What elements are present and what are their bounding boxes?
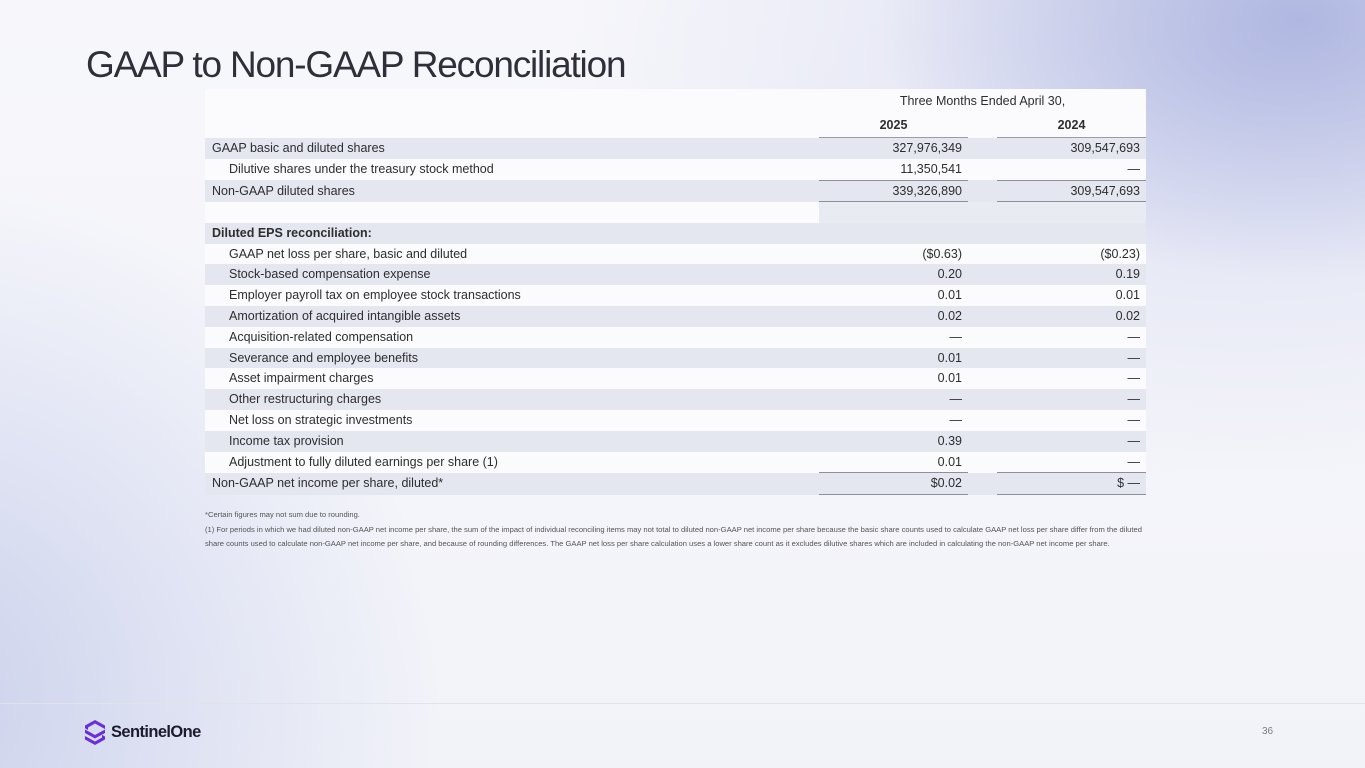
year-header-row	[205, 113, 1146, 138]
total-row	[205, 473, 1146, 495]
row-value-2025: —	[819, 410, 968, 431]
table-row	[205, 431, 1146, 452]
row-value-2024: 0.01	[997, 285, 1146, 306]
row-value-2024: 309,547,693	[997, 180, 1146, 202]
period-header: Three Months Ended April 30,	[819, 89, 1146, 113]
row-value-2024: —	[997, 327, 1146, 348]
row-value-2024: —	[997, 452, 1146, 473]
page-title: GAAP to Non-GAAP Reconciliation	[86, 44, 626, 85]
row-label: Employer payroll tax on employee stock transactions	[205, 285, 819, 306]
column-header-2025: 2025	[819, 113, 968, 138]
row-value-2024: —	[997, 159, 1146, 180]
row-label: Severance and employee benefits	[205, 348, 819, 369]
row-value-2024: 0.02	[997, 306, 1146, 327]
row-label: Net loss on strategic investments	[205, 410, 819, 431]
row-value-2024: —	[997, 431, 1146, 452]
row-value-2025: 0.39	[819, 431, 968, 452]
table-row	[205, 244, 1146, 265]
row-value-2025: 0.01	[819, 285, 968, 306]
row-value-2024: 0.19	[997, 264, 1146, 285]
row-value-2025: 0.02	[819, 306, 968, 327]
row-label: Acquisition-related compensation	[205, 327, 819, 348]
eps-section-heading: Diluted EPS reconciliation:	[205, 223, 819, 244]
period-header-row	[205, 89, 1146, 113]
row-value-2024: —	[997, 368, 1146, 389]
row-label: Stock-based compensation expense	[205, 264, 819, 285]
row-value-2024: —	[997, 348, 1146, 369]
row-value-2025: —	[819, 327, 968, 348]
row-label: GAAP net loss per share, basic and diluted	[205, 244, 819, 265]
row-value-2024: $ —	[997, 473, 1146, 495]
row-value-2025: 0.01	[819, 452, 968, 473]
table-row	[205, 138, 1146, 159]
row-label: Non-GAAP net income per share, diluted*	[205, 473, 819, 495]
row-value-2025: 0.01	[819, 368, 968, 389]
footnote-1: (1) For periods in which we had diluted non-GAAP net income per share, the sum of the impact of individual reconciling items may not total to diluted non-GAAP net income per share because the basic share counts used to calculate GAAP net loss per share differ from the diluted share counts used to calculate non-GAAP net income per share, and because of rounding differences. The GAAP net loss per share calculation uses a lower share count as it excludes dilutive shares which are included in calculating the non-GAAP net income per share.	[205, 524, 1142, 548]
row-label: Adjustment to fully diluted earnings per share (1)	[205, 452, 819, 473]
row-value-2025: 339,326,890	[819, 180, 968, 202]
table-row	[205, 180, 1146, 202]
table-row	[205, 368, 1146, 389]
row-value-2024: —	[997, 410, 1146, 431]
footnote-rounding: *Certain figures may not sum due to rounding.	[205, 510, 360, 519]
footnotes	[205, 508, 1150, 552]
table-row	[205, 327, 1146, 348]
table-row	[205, 389, 1146, 410]
row-label: Other restructuring charges	[205, 389, 819, 410]
row-label: GAAP basic and diluted shares	[205, 138, 819, 159]
table-row	[205, 410, 1146, 431]
brand-name: SentinelOne	[111, 722, 201, 741]
column-header-2024: 2024	[997, 113, 1146, 138]
table-row	[205, 348, 1146, 369]
reconciliation-table-container	[205, 89, 1146, 495]
row-value-2025: 327,976,349	[819, 138, 968, 159]
row-value-2024: —	[997, 389, 1146, 410]
row-value-2025: 0.20	[819, 264, 968, 285]
spacer-row	[205, 202, 1146, 223]
row-value-2024: 309,547,693	[997, 138, 1146, 159]
row-value-2025: 0.01	[819, 348, 968, 369]
row-value-2025: ($0.63)	[819, 244, 968, 265]
row-label: Amortization of acquired intangible assets	[205, 306, 819, 327]
row-value-2025: —	[819, 389, 968, 410]
section-heading-row	[205, 223, 1146, 244]
page-number: 36	[1262, 726, 1274, 737]
reconciliation-table	[205, 89, 1146, 495]
row-label: Dilutive shares under the treasury stock method	[205, 159, 819, 180]
footer-divider	[0, 703, 1365, 704]
sentinelone-logo	[85, 719, 201, 745]
row-value-2025: $0.02	[819, 473, 968, 495]
table-row	[205, 159, 1146, 180]
table-row	[205, 285, 1146, 306]
row-value-2025: 11,350,541	[819, 159, 968, 180]
row-label: Income tax provision	[205, 431, 819, 452]
row-value-2024: ($0.23)	[997, 244, 1146, 265]
table-row	[205, 452, 1146, 473]
sentinelone-mark-icon	[85, 720, 105, 745]
row-label: Non-GAAP diluted shares	[205, 180, 819, 202]
table-row	[205, 306, 1146, 327]
row-label: Asset impairment charges	[205, 368, 819, 389]
table-row	[205, 264, 1146, 285]
